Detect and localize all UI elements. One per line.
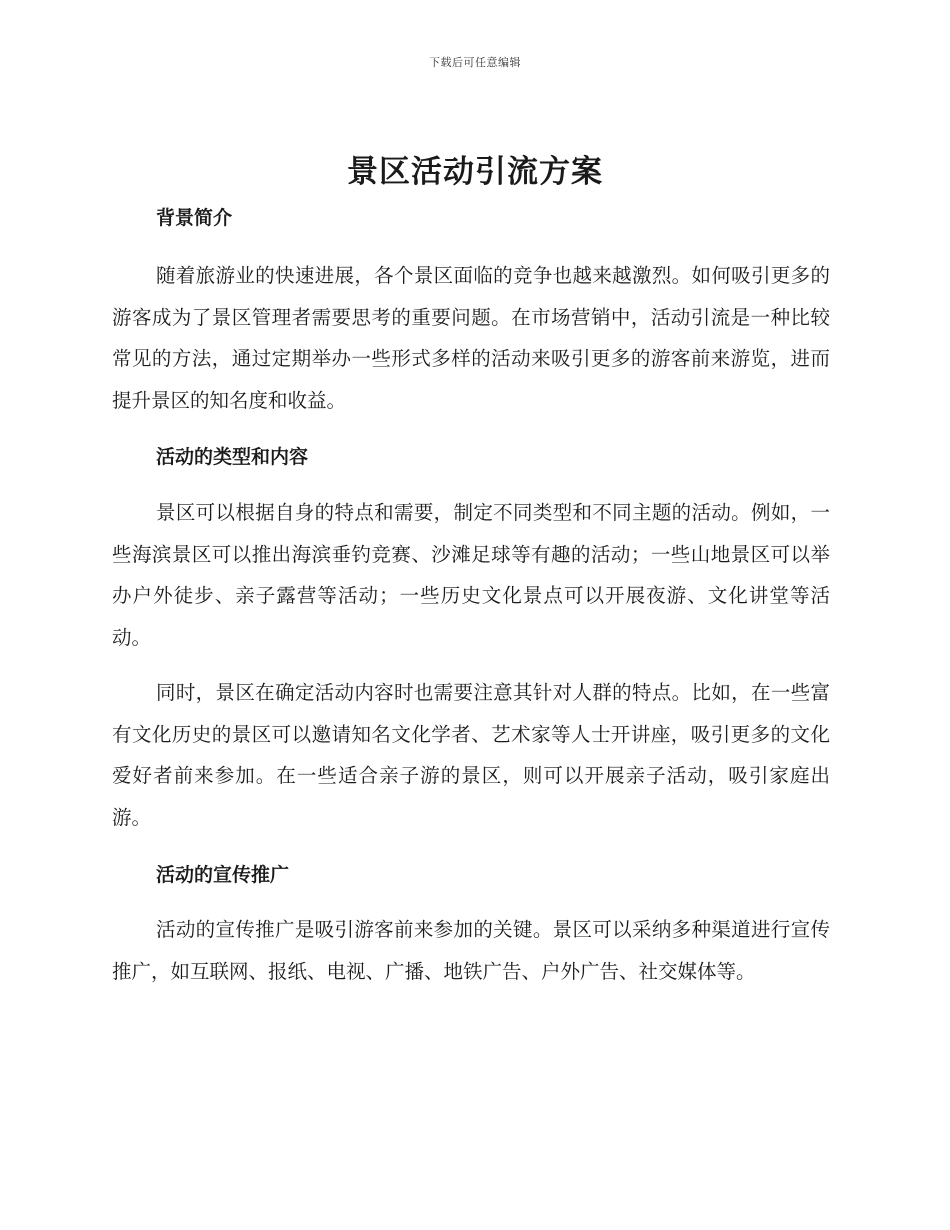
document-title: 景区活动引流方案 [347,154,603,190]
section-heading-background: 背景简介 [156,207,233,229]
paragraph-promotion: 活动的宣传推广是吸引游客前来参加的关键。景区可以采纳多种渠道进行宣传推广，如互联网、报纸、电视、广播、地铁广告、户外广告、社交媒体等。 [112,918,830,983]
paragraph-target-audience: 同时，景区在确定活动内容时也需要注意其针对人群的特点。比如，在一些富有文化历史的景区可以邀请知名文化学者、艺术家等人士开讲座，吸引更多的文化爱好者前来参加。在一些适合亲子游的景区，则可以开展亲子活动，吸引家庭出游。 [112,681,830,829]
paragraph-background: 随着旅游业的快速进展，各个景区面临的竞争也越来越激烈。如何吸引更多的游客成为了景区管理者需要思考的重要问题。在市场营销中，活动引流是一种比较常见的方法，通过定期举办一些形式多样的活动来吸引更多的游客前来游览，进而提升景区的知名度和收益。 [112,264,830,412]
section-heading-activity-types: 活动的类型和内容 [156,446,309,468]
section-heading-promotion: 活动的宣传推广 [156,864,290,886]
paragraph-activity-types: 景区可以根据自身的特点和需要，制定不同类型和不同主题的活动。例如，一些海滨景区可以推出海滨垂钓竞赛、沙滩足球等有趣的活动；一些山地景区可以举办户外徒步、亲子露营等活动；一些历史文化景点可以开展夜游、文化讲堂等活动。 [112,501,830,649]
page-header-note: 下载后可任意编辑 [429,56,521,69]
